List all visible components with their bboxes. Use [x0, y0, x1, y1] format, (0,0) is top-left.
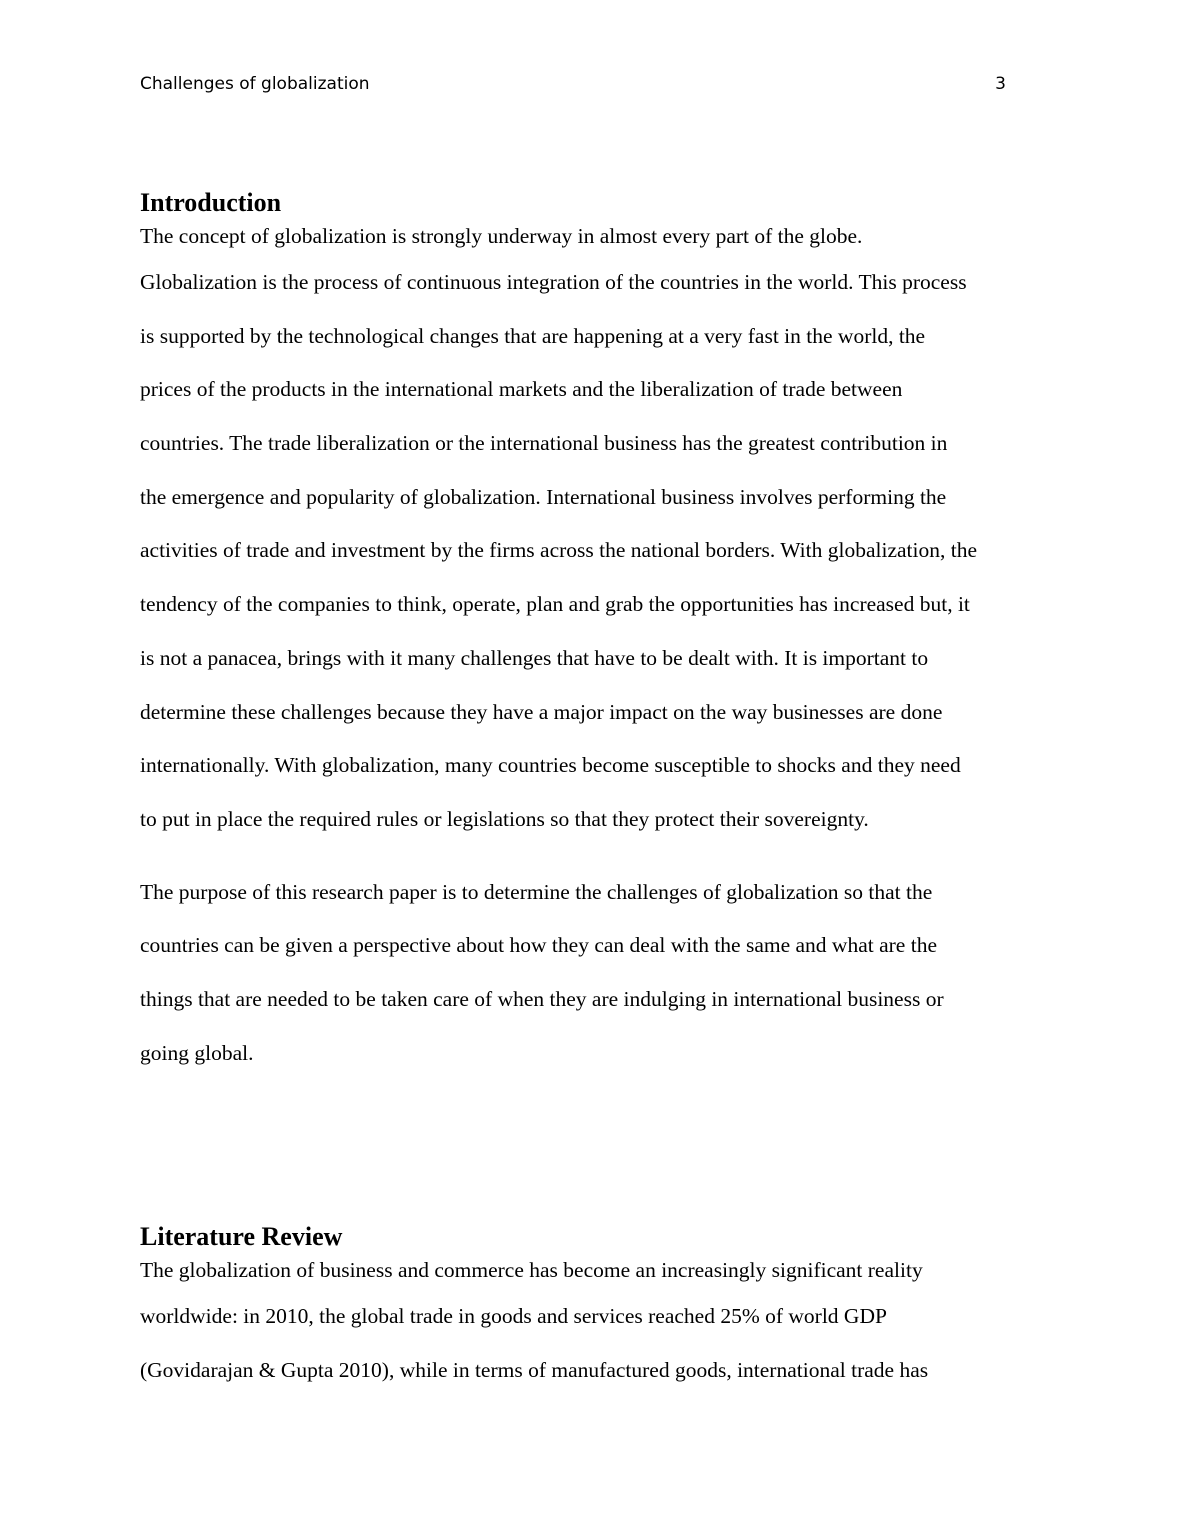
paragraph-line: the emergence and popularity of globalization. International business involves performing the [140, 484, 947, 509]
paragraph-line: internationally. With globalization, many countries become susceptible to shocks and they need [140, 753, 961, 778]
literature-review-paragraph-1 [140, 1254, 1055, 1397]
paragraph-line: to put in place the required rules or legislations so that they protect their sovereignty. [140, 806, 869, 831]
paragraph-line: things that are needed to be taken care of when they are indulging in international business or [140, 986, 944, 1011]
running-head-title: Challenges of globalization [140, 74, 370, 94]
paragraph-line: activities of trade and investment by the firms across the national borders. With globalization, the [140, 538, 978, 563]
introduction-section [140, 186, 1055, 1080]
paragraph-line: The concept of globalization is strongly underway in almost every part of the globe. [140, 224, 863, 248]
paragraph-line: worldwide: in 2010, the global trade in goods and services reached 25% of world GDP [140, 1304, 887, 1328]
paragraph-line: going global. [140, 1040, 254, 1065]
paragraph-line: The purpose of this research paper is to determine the challenges of globalization so that the [140, 879, 933, 904]
paragraph-line: is not a panacea, brings with it many challenges that have to be dealt with. It is important to [140, 645, 929, 670]
paragraph-line: The globalization of business and commerce has become an increasingly significant reality [140, 1258, 923, 1282]
literature-review-heading: Literature Review [140, 1222, 343, 1251]
paragraph-spacing [140, 847, 1055, 866]
paragraph-line: Globalization is the process of continuous integration of the countries in the world. This process [140, 270, 967, 294]
introduction-heading: Introduction [140, 188, 282, 217]
running-header [140, 72, 1006, 96]
paragraph-line: countries can be given a perspective about how they can deal with the same and what are the [140, 933, 937, 958]
introduction-paragraph-1 [140, 220, 1055, 847]
introduction-paragraph-2 [140, 866, 1055, 1081]
literature-review-section [140, 1220, 1055, 1397]
paragraph-line: determine these challenges because they have a major impact on the way businesses are done [140, 699, 943, 724]
paragraph-line: countries. The trade liberalization or the international business has the greatest contribution in [140, 431, 948, 456]
paragraph-line: tendency of the companies to think, operate, plan and grab the opportunities has increased but, it [140, 592, 970, 617]
paragraph-line: prices of the products in the international markets and the liberalization of trade between [140, 377, 903, 402]
page-number: 3 [995, 74, 1006, 94]
paragraph-line: is supported by the technological changes that are happening at a very fast in the world, the [140, 323, 926, 348]
paragraph-line: (Govidarajan & Gupta 2010), while in terms of manufactured goods, international trade has [140, 1357, 929, 1382]
